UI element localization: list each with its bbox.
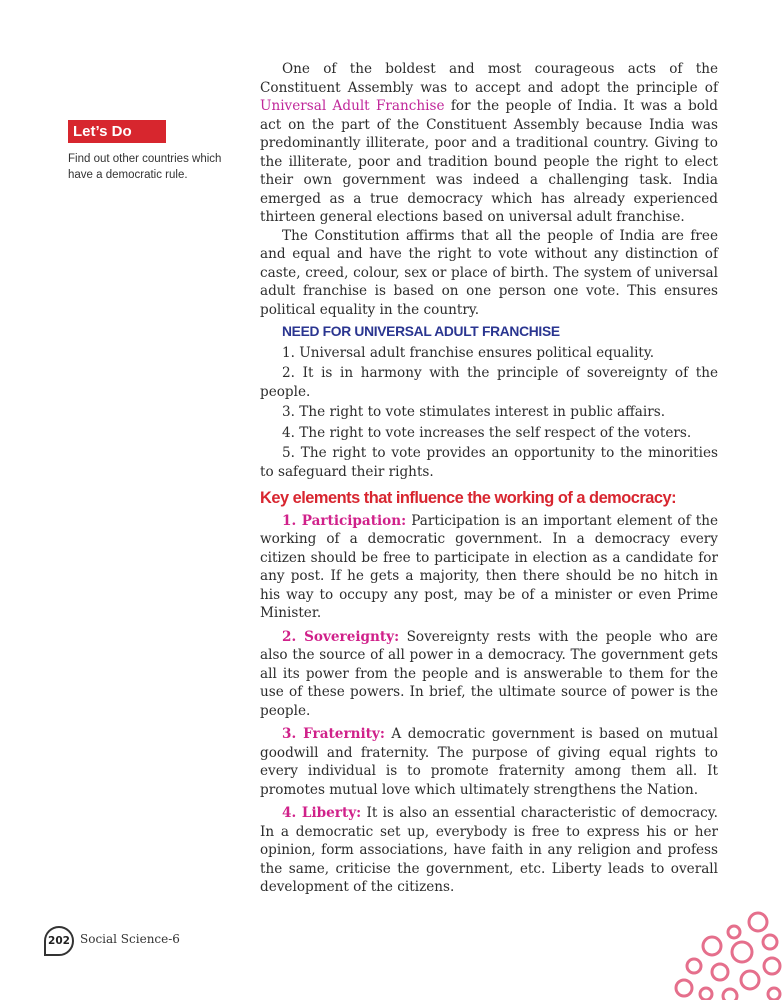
decorative-circles-icon: [672, 908, 782, 1000]
need-item-1: 1. Universal adult franchise ensures political equality.: [282, 344, 655, 361]
need-list: [260, 344, 718, 482]
key-liberty: 4. Liberty: It is also an essential characteristic of democracy. In a democratic set up, everybody is free to express his or her opinion, form associations, have faith in any religion and profess the same, criticise the government, etc. Liberty leads to overall development of the citizens.: [260, 805, 718, 895]
lets-do-box: [68, 120, 238, 183]
need-item-4: 4. The right to vote increases the self respect of the voters.: [282, 424, 692, 441]
page-number: 202: [44, 926, 74, 956]
lets-do-title: Let’s Do: [68, 120, 166, 143]
key-sovereignty: 2. Sovereignty: Sovereignty rests with the people who are also the source of all power in a democracy. The government gets all its power from the people and is answerable to them for the use of these powers. In brief, the ultimate source of power is the people.: [260, 628, 718, 719]
key-term: 1. Participation:: [282, 512, 407, 529]
book-title: Social Science-6: [80, 932, 180, 946]
key-term: 2. Sovereignty:: [282, 628, 400, 645]
lets-do-text: Find out other countries which have a democratic rule.: [68, 153, 222, 181]
intro-paragraph-1: One of the boldest and most courageous acts of the Constituent Assembly was to accept and adopt the principle of Universal Adult Franchise for the people of India. It was a bold act on the part of the Constituent Assembly because India was predominantly illiterate, poor and a traditional country. Giving to the illiterate, poor and tradition bound people the right to elect their own government was indeed a challenging task. India emerged as a true democracy which has already experienced thirteen general elections based on universal adult franchise.: [260, 61, 719, 225]
key-term: 3. Fraternity:: [282, 726, 385, 742]
key-term: 4. Liberty:: [282, 805, 362, 821]
main-content: [260, 60, 718, 902]
key-participation: 1. Participation: Participation is an important element of the working of a democratic government. In a democracy every citizen should be free to participate in election as a candidate for any post. If he gets a majority, then there should be no hitch in his way to occupy any post, may be of a minister or even Prime Minister.: [260, 512, 719, 621]
intro-paragraph-2: The Constitution affirms that all the people of India are free and equal and have the right to vote without any distinction of caste, creed, colour, sex or place of birth. The system of universal adult franchise is based on one person one vote. This ensures political equality in the country.: [260, 227, 718, 318]
key-elements-heading: Key elements that influence the working of a democracy:: [260, 489, 677, 507]
need-heading: NEED FOR UNIVERSAL ADULT FRANCHISE: [282, 324, 560, 339]
need-item-2: 2. It is in harmony with the principle of sovereignty of the people.: [260, 365, 718, 400]
need-item-3: 3. The right to vote stimulates interest in public affairs.: [282, 404, 666, 420]
need-item-5: 5. The right to vote provides an opportunity to the minorities to safeguard their rights.: [260, 445, 718, 480]
key-fraternity: 3. Fraternity: A democratic government is based on mutual goodwill and fraternity. The purpose of giving equal rights to every individual is to promote fraternity among them all. It promotes mutual love which ultimately strengthens the Nation.: [260, 726, 718, 798]
universal-adult-franchise-term: Universal Adult Franchise: [260, 98, 445, 114]
